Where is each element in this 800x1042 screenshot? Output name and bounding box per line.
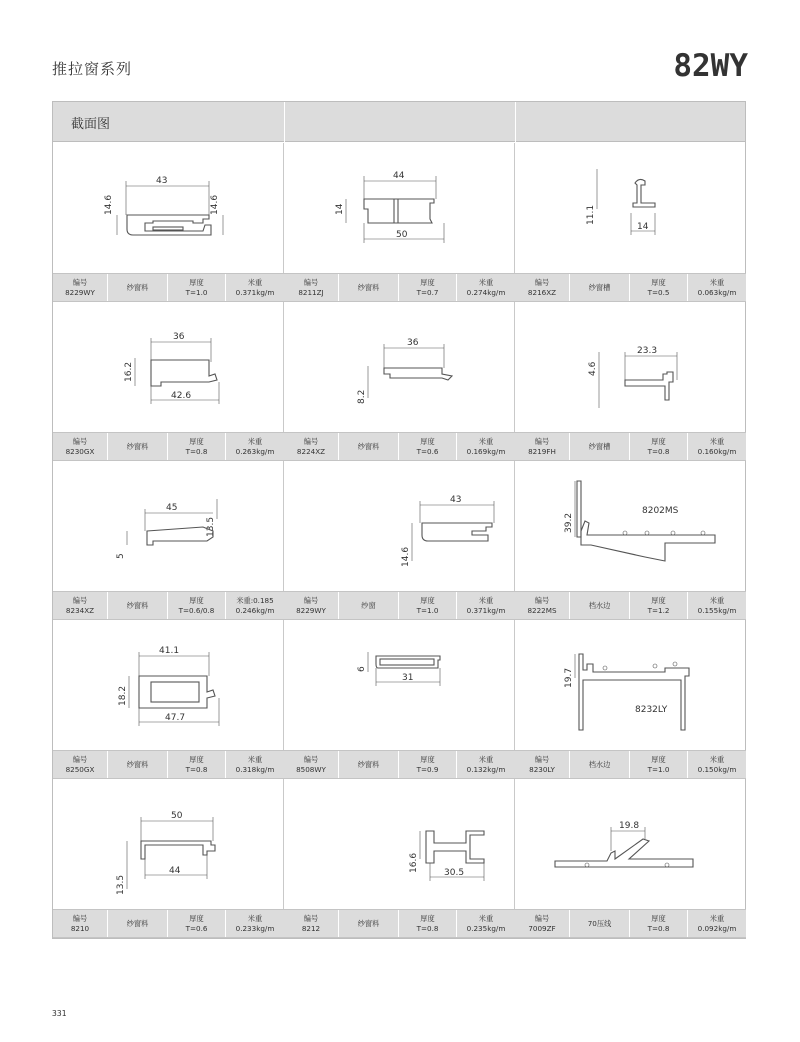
name-field: 档水边: [570, 751, 630, 778]
weight-value: 0.150kg/m: [697, 764, 737, 774]
profile-cell: [284, 143, 515, 302]
weight-field: [457, 592, 515, 619]
section-drawing: [284, 143, 515, 273]
code-label: 编号: [72, 913, 88, 923]
weight-value: 0.160kg/m: [697, 446, 737, 456]
code-field: [53, 433, 108, 460]
weight-label: 米重: [478, 436, 494, 446]
name-field: 纱窗料: [108, 910, 168, 937]
spec-bar: [515, 273, 746, 302]
svg-text:44: 44: [393, 171, 405, 181]
weight-value: 0.063kg/m: [697, 287, 737, 297]
weight-field: [688, 751, 746, 778]
thickness-field: [168, 592, 226, 619]
section-drawing: [53, 620, 284, 750]
thickness-field: [168, 751, 226, 778]
weight-value: 0.235kg/m: [466, 923, 506, 933]
profile-cell: [53, 461, 284, 620]
thickness-field: [168, 910, 226, 937]
code-label: 编号: [303, 277, 319, 287]
weight-field: [688, 274, 746, 301]
svg-text:41.1: 41.1: [159, 646, 180, 656]
thickness-value: T=0.8: [416, 923, 439, 933]
code-value: 8210: [70, 923, 90, 933]
svg-text:8232LY: 8232LY: [635, 705, 668, 715]
code-field: [515, 910, 570, 937]
code-field: [284, 433, 339, 460]
spec-bar: [53, 432, 284, 461]
weight-value: 0.318kg/m: [235, 764, 275, 774]
code-value: 8219FH: [528, 446, 556, 456]
name-field: 纱窗料: [108, 433, 168, 460]
profile-cell: [515, 143, 746, 302]
code-field: [284, 910, 339, 937]
thickness-value: T=0.5: [647, 287, 670, 297]
weight-label: 米重: [247, 913, 263, 923]
name-field: 纱窗槽: [570, 433, 630, 460]
thickness-value: T=0.8: [647, 446, 670, 456]
svg-text:16.6: 16.6: [409, 852, 419, 873]
code-field: [515, 751, 570, 778]
profile-table: [52, 101, 746, 939]
thickness-value: T=0.8: [647, 923, 670, 933]
svg-text:6: 6: [357, 666, 367, 672]
name-field: 档水边: [570, 592, 630, 619]
svg-text:43: 43: [450, 495, 462, 505]
spec-bar: [515, 432, 746, 461]
thickness-field: [630, 751, 688, 778]
section-drawing: [53, 302, 284, 432]
svg-text:19.7: 19.7: [564, 667, 574, 688]
weight-field: [226, 592, 284, 619]
code-label: 编号: [72, 277, 88, 287]
weight-label: 米重: [247, 277, 263, 287]
section-drawing: [284, 620, 515, 750]
svg-text:47.7: 47.7: [165, 713, 186, 723]
code-value: 8211ZJ: [298, 287, 324, 297]
svg-text:23.3: 23.3: [637, 346, 658, 356]
code-label: 编号: [72, 436, 88, 446]
weight-value: 0.155kg/m: [697, 605, 737, 615]
thickness-label: 厚度: [651, 277, 666, 287]
code-field: [53, 910, 108, 937]
code-value: 7009ZF: [528, 923, 556, 933]
weight-value: 0.274kg/m: [466, 287, 506, 297]
code-field: [284, 592, 339, 619]
section-drawing: [515, 143, 746, 273]
thickness-value: T=1.0: [647, 764, 670, 774]
thickness-label: 厚度: [420, 436, 435, 446]
name-field: 纱窗槽: [570, 274, 630, 301]
thickness-field: [630, 592, 688, 619]
svg-text:8.2: 8.2: [357, 389, 367, 404]
thickness-field: [630, 910, 688, 937]
code-value: 8212: [301, 923, 321, 933]
thickness-value: T=0.6: [185, 923, 208, 933]
weight-value: 0.263kg/m: [235, 446, 275, 456]
spec-bar: [515, 591, 746, 620]
weight-label: 米重:0.185: [236, 595, 274, 605]
name-field: 纱窗料: [339, 433, 399, 460]
weight-value: 0.169kg/m: [466, 446, 506, 456]
svg-text:44: 44: [169, 866, 181, 876]
code-value: 8216XZ: [527, 287, 557, 297]
svg-text:14.6: 14.6: [104, 194, 114, 215]
profile-cell: [284, 779, 515, 938]
section-label: 截面图: [71, 117, 111, 132]
spec-bar: [53, 909, 284, 938]
code-value: 8250GX: [65, 764, 95, 774]
svg-text:13.5: 13.5: [206, 516, 216, 537]
svg-text:16.2: 16.2: [124, 361, 134, 382]
code-value: 8229WY: [65, 287, 95, 297]
thickness-label: 厚度: [189, 913, 204, 923]
code-field: [53, 592, 108, 619]
profile-cell: [53, 779, 284, 938]
thickness-label: 厚度: [420, 754, 435, 764]
svg-text:31: 31: [402, 673, 414, 683]
spec-bar: [53, 273, 284, 302]
svg-text:45: 45: [166, 503, 178, 513]
section-drawing: [53, 461, 284, 591]
name-field: 纱窗: [339, 592, 399, 619]
thickness-label: 厚度: [651, 436, 666, 446]
code-value: 8222MS: [527, 605, 557, 615]
thickness-value: T=1.2: [647, 605, 670, 615]
svg-text:14.6: 14.6: [210, 194, 220, 215]
code-field: [284, 274, 339, 301]
thickness-field: [399, 592, 457, 619]
code-value: 8234XZ: [65, 605, 95, 615]
profile-cell: [284, 620, 515, 779]
code-label: 编号: [72, 754, 88, 764]
weight-label: 米重: [478, 277, 494, 287]
weight-value: 0.132kg/m: [466, 764, 506, 774]
svg-text:5: 5: [116, 553, 126, 559]
spec-bar: [53, 591, 284, 620]
svg-text:14.6: 14.6: [401, 546, 411, 567]
weight-field: [226, 751, 284, 778]
weight-field: [226, 910, 284, 937]
weight-field: [226, 274, 284, 301]
name-field: 纱窗料: [339, 910, 399, 937]
page-number: 331: [52, 1009, 67, 1018]
weight-label: 米重: [478, 595, 494, 605]
table-header: [53, 102, 745, 142]
weight-field: [688, 592, 746, 619]
thickness-field: [168, 433, 226, 460]
weight-label: 米重: [709, 754, 725, 764]
svg-text:4.6: 4.6: [588, 361, 598, 376]
spec-bar: [284, 750, 515, 779]
thickness-value: T=0.6: [416, 446, 439, 456]
code-label: 编号: [303, 754, 319, 764]
svg-text:43: 43: [156, 176, 168, 186]
code-value: 8229WY: [296, 605, 326, 615]
profile-cell: [515, 302, 746, 461]
weight-value: 0.371kg/m: [466, 605, 506, 615]
svg-text:36: 36: [407, 338, 419, 348]
weight-field: [457, 433, 515, 460]
code-field: [515, 274, 570, 301]
thickness-value: T=1.0: [416, 605, 439, 615]
name-field: 纱窗料: [108, 592, 168, 619]
svg-text:42.6: 42.6: [171, 391, 192, 401]
thickness-label: 厚度: [651, 754, 666, 764]
section-drawing: [515, 620, 746, 750]
thickness-field: [399, 910, 457, 937]
name-field: 纱窗料: [339, 274, 399, 301]
spec-bar: [284, 273, 515, 302]
weight-value: 0.246kg/m: [235, 605, 275, 615]
svg-text:50: 50: [171, 811, 183, 821]
code-label: 编号: [303, 595, 319, 605]
thickness-field: [399, 274, 457, 301]
weight-label: 米重: [247, 754, 263, 764]
thickness-field: [399, 433, 457, 460]
svg-text:13.5: 13.5: [116, 874, 126, 895]
code-label: 编号: [534, 754, 550, 764]
profile-cell: [53, 620, 284, 779]
spec-bar: [515, 909, 746, 938]
section-drawing: [284, 779, 515, 909]
thickness-label: 厚度: [420, 595, 435, 605]
section-drawing: [284, 461, 515, 591]
code-value: 8230GX: [65, 446, 95, 456]
weight-value: 0.233kg/m: [235, 923, 275, 933]
section-drawing: [515, 461, 746, 591]
weight-field: [688, 433, 746, 460]
svg-text:19.8: 19.8: [619, 821, 640, 831]
thickness-label: 厚度: [420, 277, 435, 287]
code-field: [53, 274, 108, 301]
name-field: 纱窗料: [108, 274, 168, 301]
section-drawing: [284, 302, 515, 432]
code-field: [515, 433, 570, 460]
thickness-label: 厚度: [651, 595, 666, 605]
section-drawing: [515, 779, 746, 909]
profile-cell: [515, 461, 746, 620]
spec-bar: [515, 750, 746, 779]
profile-cell: [53, 143, 284, 302]
code-label: 编号: [303, 913, 319, 923]
thickness-field: [630, 274, 688, 301]
weight-label: 米重: [709, 436, 725, 446]
svg-text:50: 50: [396, 230, 408, 240]
svg-text:11.1: 11.1: [586, 204, 596, 225]
thickness-value: T=0.6/0.8: [178, 605, 215, 615]
svg-text:30.5: 30.5: [444, 868, 465, 878]
spec-bar: [284, 909, 515, 938]
series-title: 推拉窗系列: [52, 60, 133, 78]
header-divider: [284, 102, 285, 142]
code-label: 编号: [534, 277, 550, 287]
section-drawing: [515, 302, 746, 432]
weight-label: 米重: [709, 277, 725, 287]
svg-text:14: 14: [637, 222, 649, 232]
svg-text:36: 36: [173, 332, 185, 342]
thickness-value: T=0.9: [416, 764, 439, 774]
spec-bar: [284, 432, 515, 461]
code-value: 8508WY: [296, 764, 326, 774]
spec-bar: [53, 750, 284, 779]
name-field: 纱窗料: [108, 751, 168, 778]
code-label: 编号: [534, 436, 550, 446]
code-label: 编号: [534, 913, 550, 923]
thickness-label: 厚度: [189, 436, 204, 446]
thickness-field: [168, 274, 226, 301]
code-label: 编号: [303, 436, 319, 446]
code-value: 8224XZ: [296, 446, 326, 456]
svg-text:39.2: 39.2: [564, 512, 574, 533]
thickness-label: 厚度: [189, 754, 204, 764]
profile-cell: [53, 302, 284, 461]
thickness-value: T=1.0: [185, 287, 208, 297]
thickness-value: T=0.8: [185, 446, 208, 456]
weight-value: 0.371kg/m: [235, 287, 275, 297]
profile-cell: [284, 302, 515, 461]
weight-label: 米重: [709, 595, 725, 605]
code-field: [515, 592, 570, 619]
weight-label: 米重: [478, 913, 494, 923]
weight-field: [688, 910, 746, 937]
thickness-value: T=0.8: [185, 764, 208, 774]
profile-cell: [284, 461, 515, 620]
code-value: 8230LY: [529, 764, 555, 774]
name-field: 70压线: [570, 910, 630, 937]
weight-value: 0.092kg/m: [697, 923, 737, 933]
model-code: 82WY: [673, 48, 748, 84]
weight-label: 米重: [709, 913, 725, 923]
thickness-field: [399, 751, 457, 778]
svg-text:14: 14: [335, 203, 345, 215]
weight-field: [457, 910, 515, 937]
thickness-label: 厚度: [189, 595, 204, 605]
thickness-label: 厚度: [420, 913, 435, 923]
thickness-label: 厚度: [651, 913, 666, 923]
weight-field: [457, 274, 515, 301]
weight-label: 米重: [247, 436, 263, 446]
profile-cell: [515, 779, 746, 938]
profile-cell: [515, 620, 746, 779]
thickness-label: 厚度: [189, 277, 204, 287]
svg-text:8202MS: 8202MS: [642, 506, 679, 516]
code-label: 编号: [72, 595, 88, 605]
section-drawing: [53, 779, 284, 909]
thickness-value: T=0.7: [416, 287, 439, 297]
code-field: [284, 751, 339, 778]
weight-field: [226, 433, 284, 460]
code-label: 编号: [534, 595, 550, 605]
svg-text:18.2: 18.2: [118, 685, 128, 706]
code-field: [53, 751, 108, 778]
section-drawing: [53, 143, 284, 273]
thickness-field: [630, 433, 688, 460]
header-divider: [515, 102, 516, 142]
name-field: 纱窗料: [339, 751, 399, 778]
weight-label: 米重: [478, 754, 494, 764]
spec-bar: [284, 591, 515, 620]
weight-field: [457, 751, 515, 778]
